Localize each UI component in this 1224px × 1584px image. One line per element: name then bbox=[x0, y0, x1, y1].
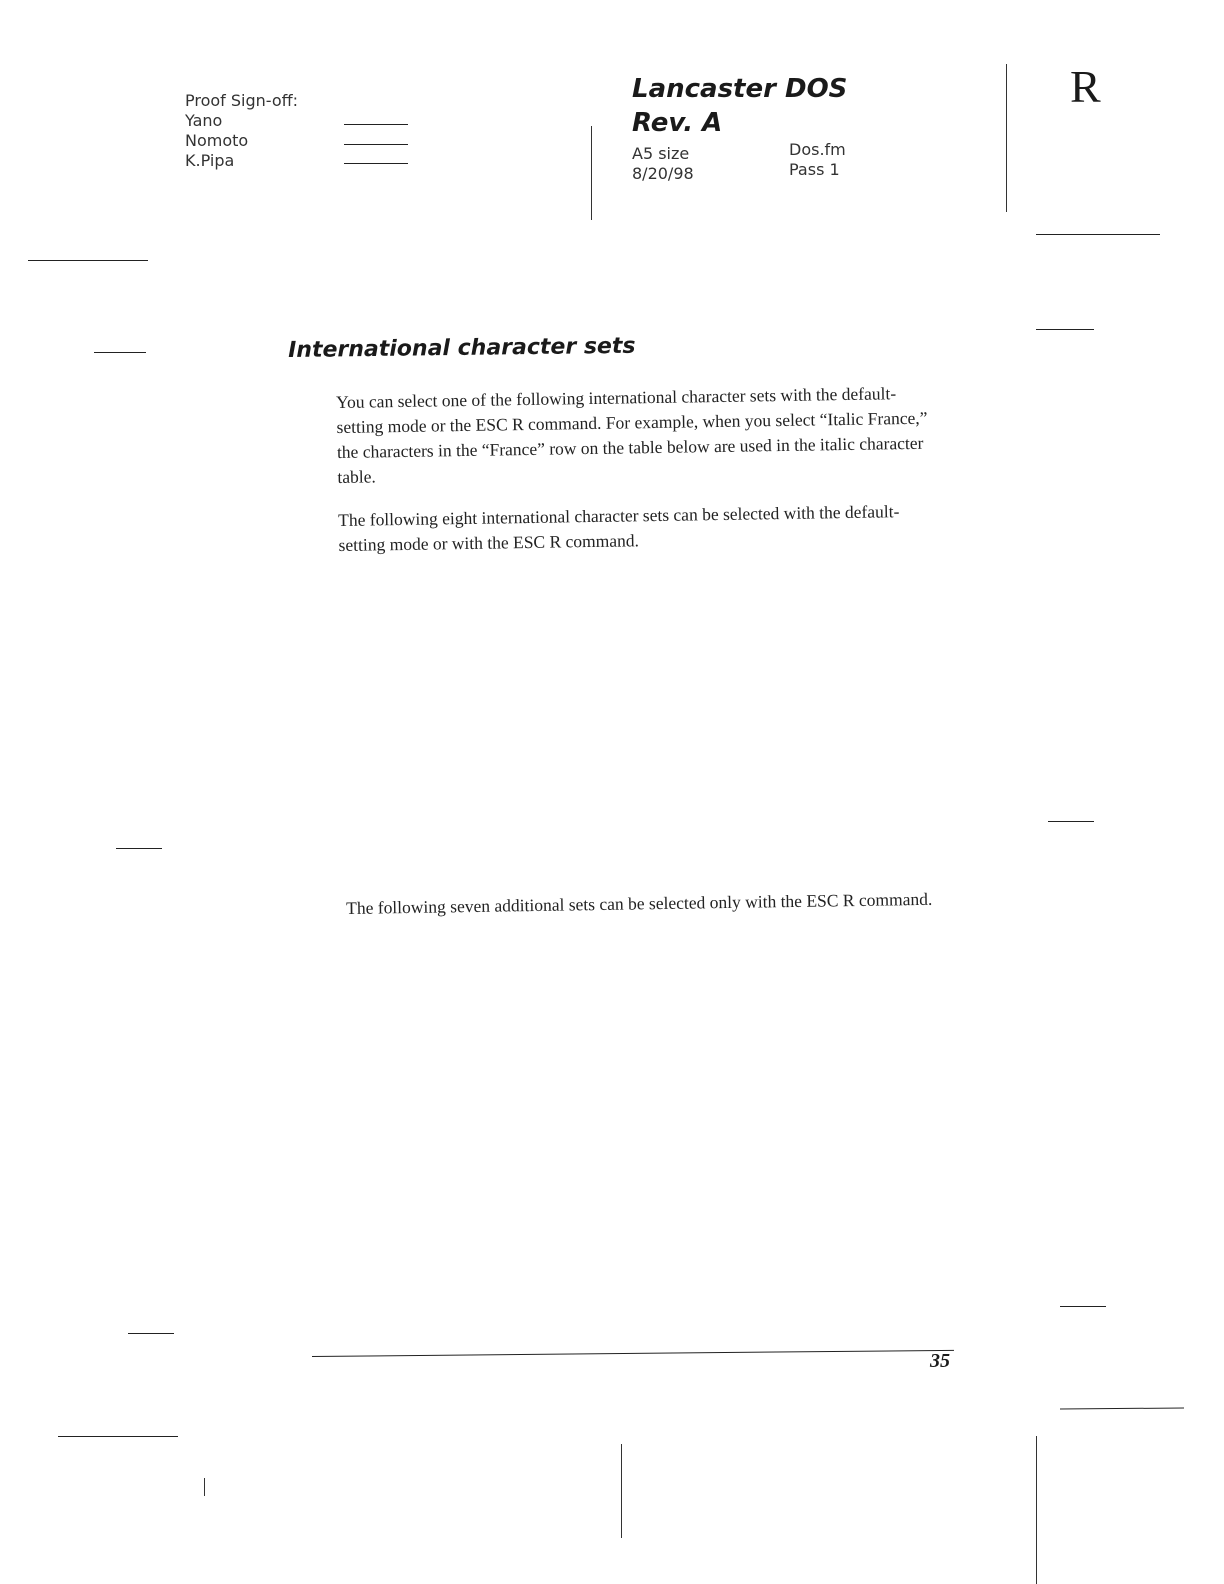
pass-number: Pass 1 bbox=[789, 160, 840, 179]
crop-mark-vertical bbox=[204, 1478, 205, 1496]
signature-line bbox=[344, 124, 408, 125]
header-meta-left bbox=[632, 144, 694, 184]
crop-mark-vertical bbox=[1006, 64, 1007, 212]
crop-mark bbox=[1060, 1306, 1106, 1307]
crop-mark bbox=[1048, 821, 1094, 822]
crop-mark bbox=[1036, 329, 1094, 330]
body-paragraph: You can select one of the following international character sets with the default-setting mode or the ESC R command. For example, when you select “Italic France,” the characters in the “France” row on the table below are used in the italic character table. bbox=[336, 383, 928, 487]
page-size: A5 size bbox=[632, 144, 690, 163]
section-heading: International character sets bbox=[288, 333, 636, 363]
file-name: Dos.fm bbox=[789, 140, 846, 159]
crop-mark bbox=[58, 1436, 178, 1437]
document-revision: Rev. A bbox=[632, 108, 723, 138]
proof-signoff-name: K.Pipa bbox=[185, 151, 235, 170]
header-meta-right bbox=[789, 140, 846, 180]
signature-line bbox=[344, 144, 408, 145]
footer-rule bbox=[312, 1350, 954, 1357]
crop-mark bbox=[1060, 1407, 1184, 1409]
crop-mark-vertical bbox=[1036, 1436, 1037, 1584]
chapter-tab-letter: R bbox=[1070, 61, 1101, 112]
proof-signoff-block bbox=[185, 91, 298, 171]
page-number: 35 bbox=[930, 1350, 950, 1372]
document-date: 8/20/98 bbox=[632, 164, 694, 183]
document-title: Lancaster DOS bbox=[632, 74, 848, 104]
signature-line bbox=[344, 163, 408, 164]
crop-mark-vertical bbox=[621, 1444, 622, 1538]
document-header bbox=[632, 72, 847, 140]
crop-mark bbox=[1036, 234, 1160, 235]
proof-signoff-name: Yano bbox=[185, 111, 223, 130]
body-paragraph: The following seven additional sets can be selected only with the ESC R command. bbox=[346, 888, 933, 918]
crop-mark bbox=[28, 260, 148, 261]
proof-signoff-label: Proof Sign-off: bbox=[185, 91, 299, 110]
crop-mark bbox=[128, 1333, 174, 1334]
crop-mark bbox=[116, 848, 162, 849]
crop-mark-vertical bbox=[591, 126, 592, 220]
crop-mark bbox=[94, 352, 146, 353]
proof-signoff-name: Nomoto bbox=[185, 131, 249, 150]
body-paragraph: The following eight international character sets can be selected with the default-setting mode or with the ESC R command. bbox=[338, 501, 900, 555]
